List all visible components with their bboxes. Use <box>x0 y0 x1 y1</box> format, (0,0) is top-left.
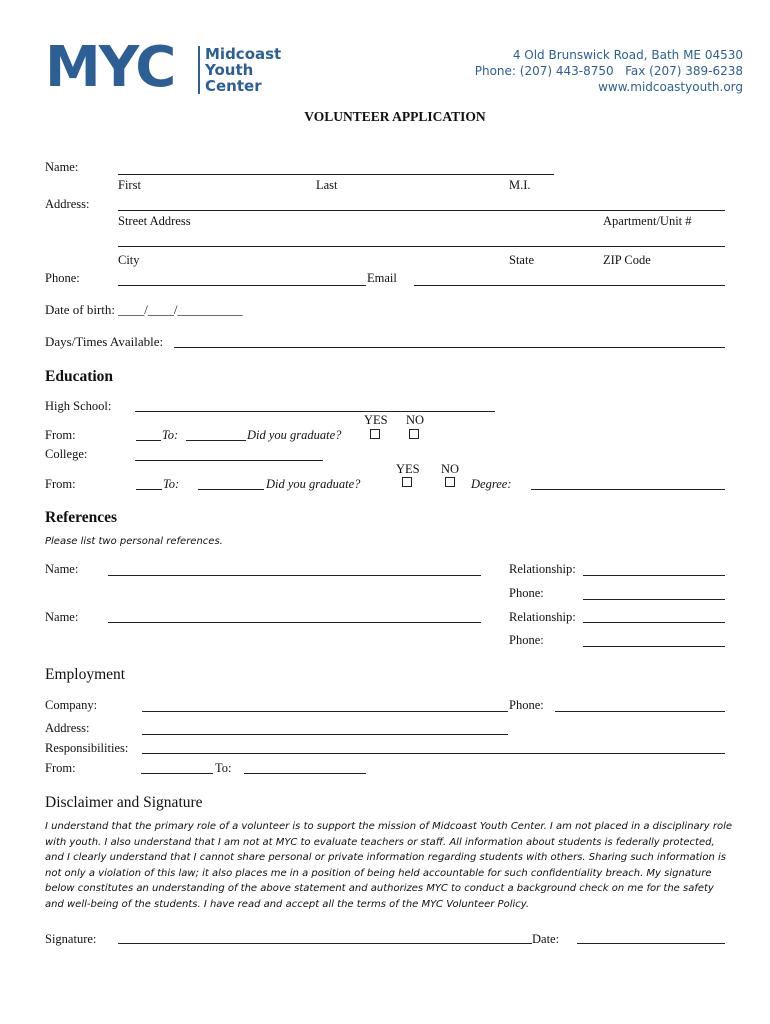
references-note: Please list two personal references. <box>45 536 223 547</box>
ref1-phone-input-line[interactable] <box>583 599 725 600</box>
logo-divider <box>198 46 200 94</box>
college-yes-checkbox[interactable] <box>402 477 412 487</box>
days-label: Days/Times Available: <box>45 334 164 349</box>
college-to-label: To: <box>163 477 180 491</box>
hs-no-label: NO <box>406 413 425 427</box>
disclaimer-text: I understand that the primary role of a volunteer is to support the mission of Midcoast Youth Center. I am not placed in a disciplinary role with youth. I also understand that I am not at MYC to evaluate teachers or staff. All information about students is federally protected, and I clearly understand that I cannot share personal or private information regarding students with others. Sharing such information is not only a violation of this law; it also places me in a position of being held accountable for such confidentiality breach. My signature below constitutes an understanding of the above statement and authorizes MYC to conduct a background check on me for the safety and well-being of the students. I have read and accept all the terms of the MYC Volunteer Policy. <box>45 821 733 910</box>
logo-name-line3: Center <box>205 77 262 95</box>
email-label: Email <box>367 271 397 285</box>
ref1-relationship-input-line[interactable] <box>583 575 725 576</box>
ref2-phone-input-line[interactable] <box>583 646 725 647</box>
college-no-checkbox[interactable] <box>445 477 455 487</box>
employment-phone-label: Phone: <box>509 698 544 712</box>
phone-label: Phone: <box>45 271 80 285</box>
high-school-input-line[interactable] <box>135 411 495 412</box>
hs-from-input-line[interactable] <box>136 440 161 441</box>
education-heading: Education <box>45 368 114 385</box>
disclaimer-heading: Disclaimer and Signature <box>45 794 203 811</box>
ref1-phone-label: Phone: <box>509 586 544 600</box>
hs-to-input-line[interactable] <box>186 440 246 441</box>
ref1-name-input-line[interactable] <box>108 575 481 576</box>
phone-input-line[interactable] <box>118 285 366 286</box>
logo <box>45 35 285 100</box>
ref1-relationship-label: Relationship: <box>509 562 576 576</box>
employment-to-input-line[interactable] <box>244 773 366 774</box>
degree-input-line[interactable] <box>531 489 725 490</box>
college-no-label: NO <box>441 462 460 476</box>
employment-from-label: From: <box>45 761 76 775</box>
state-caption: State <box>509 253 534 267</box>
college-input-line[interactable] <box>135 460 323 461</box>
hs-to-label: To: <box>162 428 179 442</box>
company-input-line[interactable] <box>142 711 508 712</box>
ref2-name-label: Name: <box>45 610 79 624</box>
logo-letters: MYC <box>45 35 175 100</box>
mi-caption: M.I. <box>509 178 531 192</box>
email-input-line[interactable] <box>414 285 725 286</box>
college-yes-label: YES <box>396 462 420 476</box>
ref2-phone-label: Phone: <box>509 633 544 647</box>
responsibilities-input-line[interactable] <box>142 753 725 754</box>
apt-caption: Apartment/Unit # <box>603 214 692 228</box>
degree-label: Degree: <box>471 477 512 491</box>
org-website[interactable]: www.midcoastyouth.org <box>598 80 743 94</box>
city-input-line[interactable] <box>118 246 725 247</box>
employment-to-label: To: <box>215 761 232 775</box>
page-title: VOLUNTEER APPLICATION <box>304 109 486 124</box>
employment-phone-input-line[interactable] <box>555 711 725 712</box>
contact-block <box>475 47 743 95</box>
employment-address-input-line[interactable] <box>142 734 508 735</box>
dob-field[interactable]: Date of birth: ____/____/__________ <box>45 302 243 317</box>
address-label: Address: <box>45 197 90 211</box>
days-input-line[interactable] <box>174 347 725 348</box>
org-phone-fax: Phone: (207) 443-8750 Fax (207) 389-6238 <box>474 64 743 78</box>
city-caption: City <box>118 253 140 267</box>
street-input-line[interactable] <box>118 210 725 211</box>
hs-from-label: From: <box>45 428 76 442</box>
ref2-name-input-line[interactable] <box>108 622 481 623</box>
name-input-line[interactable] <box>118 174 554 175</box>
date-input-line[interactable] <box>577 943 725 944</box>
hs-yes-checkbox[interactable] <box>370 429 380 439</box>
zip-caption: ZIP Code <box>603 253 651 267</box>
responsibilities-label: Responsibilities: <box>45 741 129 755</box>
college-from-label: From: <box>45 477 76 491</box>
first-caption: First <box>118 178 141 192</box>
employment-from-input-line[interactable] <box>141 773 213 774</box>
name-label: Name: <box>45 160 79 174</box>
org-address: 4 Old Brunswick Road, Bath ME 04530 <box>512 48 743 62</box>
college-to-input-line[interactable] <box>198 489 264 490</box>
employment-heading: Employment <box>45 666 126 683</box>
employment-address-label: Address: <box>45 721 90 735</box>
logo-name-line2: Youth <box>205 61 254 79</box>
college-label: College: <box>45 447 88 461</box>
company-label: Company: <box>45 698 98 712</box>
date-label: Date: <box>532 932 560 946</box>
references-heading: References <box>45 509 118 526</box>
high-school-label: High School: <box>45 399 112 413</box>
college-from-input-line[interactable] <box>136 489 162 490</box>
ref2-relationship-input-line[interactable] <box>583 622 725 623</box>
signature-label: Signature: <box>45 932 97 946</box>
last-caption: Last <box>316 178 338 192</box>
ref1-name-label: Name: <box>45 562 79 576</box>
hs-yes-label: YES <box>364 413 388 427</box>
ref2-relationship-label: Relationship: <box>509 610 576 624</box>
hs-no-checkbox[interactable] <box>409 429 419 439</box>
logo-name-line1: Midcoast <box>205 45 282 63</box>
signature-input-line[interactable] <box>118 943 532 944</box>
hs-graduate-question: Did you graduate? <box>247 428 342 442</box>
college-graduate-question: Did you graduate? <box>266 477 361 491</box>
street-caption: Street Address <box>118 214 191 228</box>
